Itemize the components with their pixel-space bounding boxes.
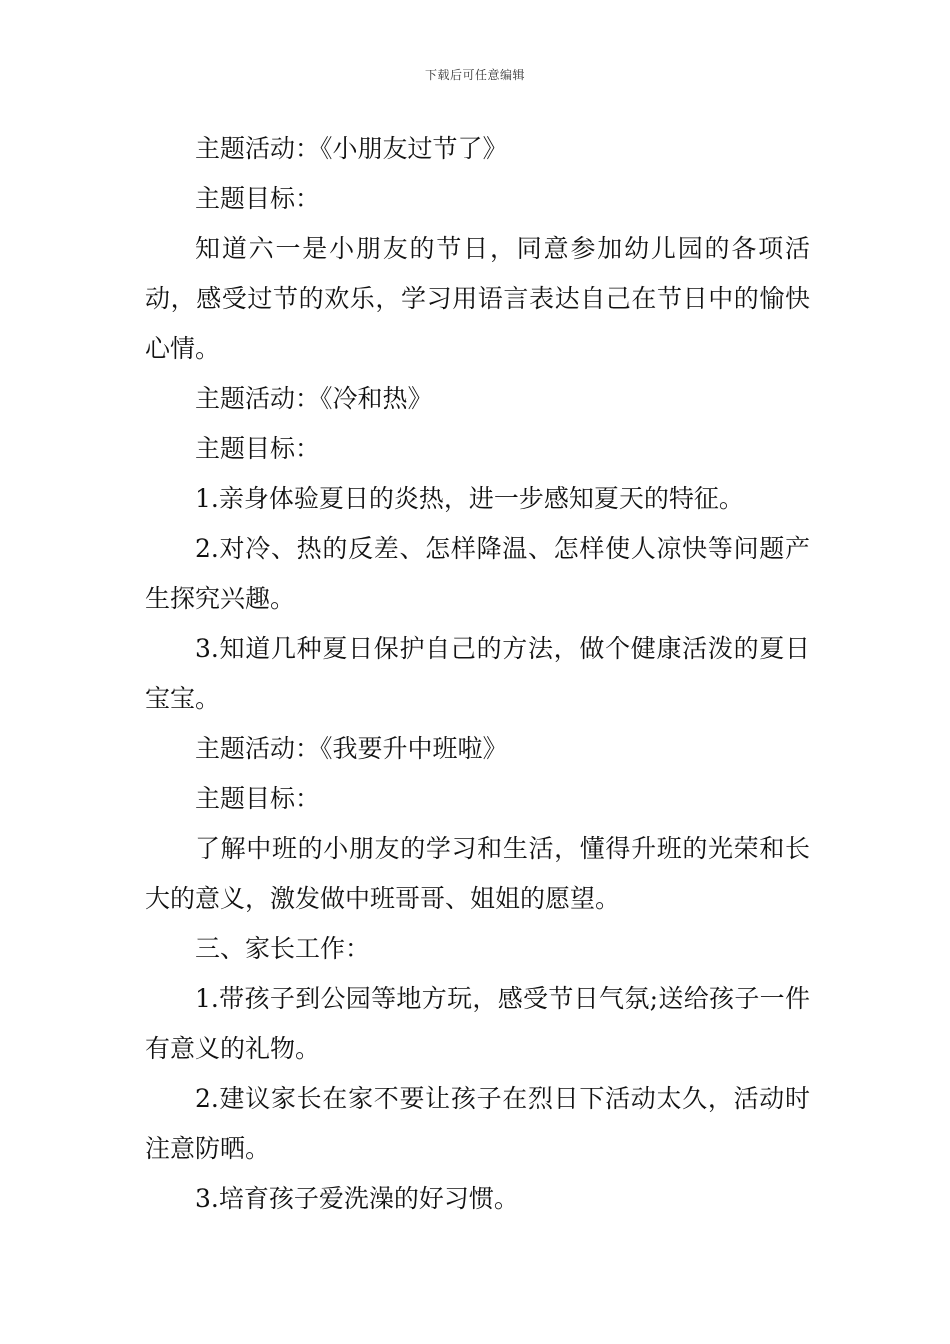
- heading-activity-1: 主题活动：《小朋友过节了》: [195, 134, 508, 163]
- goal-1-text: 知道六一是小朋友的节日，同意参加幼儿园的各项活动，感受过节的欢乐，学习用语言表达自己在节日中的愉快心情。: [145, 234, 810, 363]
- heading-activity-3: 主题活动：《我要升中班啦》: [195, 734, 508, 763]
- document-body: [145, 124, 810, 1224]
- heading-activity-2: 主题活动：《冷和热》: [195, 384, 433, 413]
- parent-work-item-3: 3.培育孩子爱洗澡的好习惯。: [195, 1184, 519, 1213]
- heading-goal-2: 主题目标：: [195, 434, 321, 463]
- parent-work-item-1: 1.带孩子到公园等地方玩，感受节日气氛;送给孩子一件有意义的礼物。: [145, 984, 810, 1063]
- goal-2-item-2: 2.对冷、热的反差、怎样降温、怎样使人凉快等问题产生探究兴趣。: [145, 534, 810, 613]
- goal-2-item-1: 1.亲身体验夏日的炎热，进一步感知夏天的特征。: [195, 484, 744, 513]
- goal-2-item-3: 3.知道几种夏日保护自己的方法，做个健康活泼的夏日宝宝。: [145, 634, 810, 713]
- heading-goal-1: 主题目标：: [195, 184, 321, 213]
- header-note: 下载后可任意编辑: [424, 68, 525, 82]
- heading-parent-work: 三、家长工作：: [195, 934, 371, 963]
- parent-work-item-2: 2.建议家长在家不要让孩子在烈日下活动太久，活动时注意防晒。: [145, 1084, 810, 1163]
- heading-goal-3: 主题目标：: [195, 784, 321, 813]
- goal-3-text: 了解中班的小朋友的学习和生活，懂得升班的光荣和长大的意义，激发做中班哥哥、姐姐的愿望。: [145, 834, 810, 913]
